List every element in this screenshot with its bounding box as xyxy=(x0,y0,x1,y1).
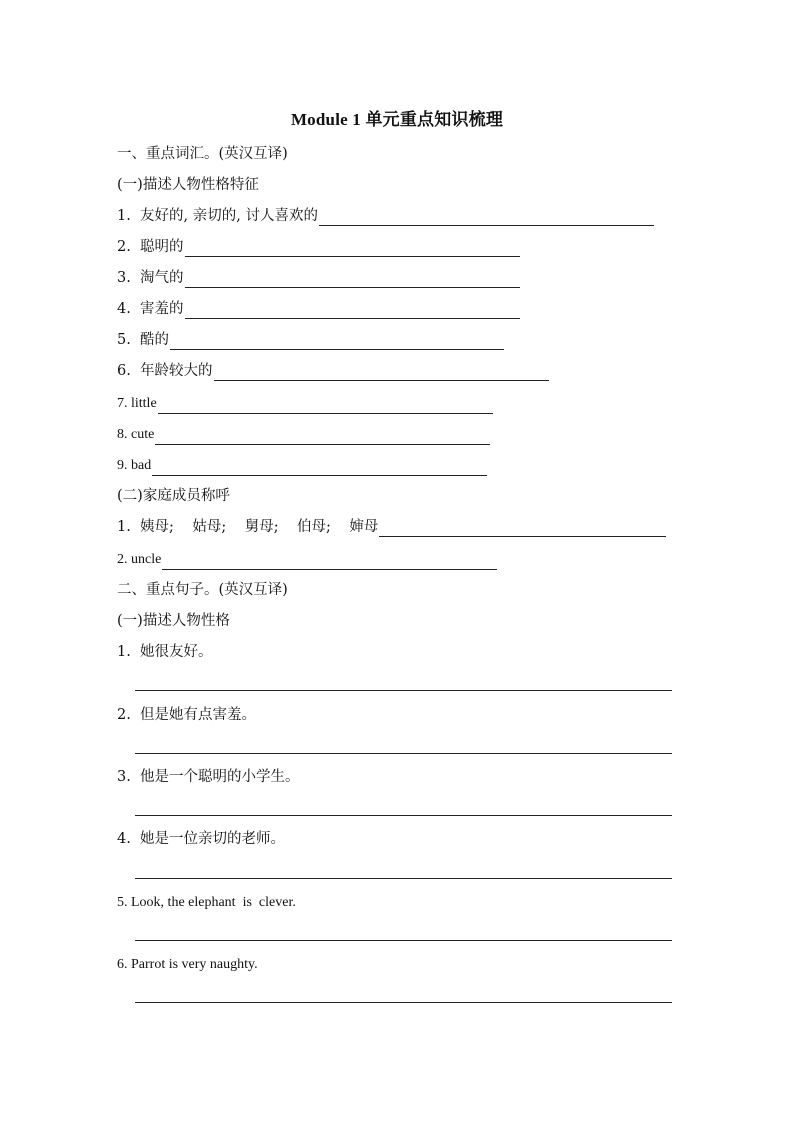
section2-heading: 二、重点句子。(英汉互译) xyxy=(117,582,288,598)
section1-sub2-heading: (二)家庭成员称呼 xyxy=(117,488,230,504)
answer-line[interactable] xyxy=(135,753,672,754)
sentence-item-2: 2. 但是她有点害羞。 xyxy=(117,707,257,723)
answer-blank[interactable] xyxy=(170,334,504,350)
answer-blank[interactable] xyxy=(319,210,654,226)
vocab-item-3: 3. 淘气的 xyxy=(117,268,520,288)
vocab-item-8: 8. cute xyxy=(117,425,490,445)
sentence-item-1: 1. 她很友好。 xyxy=(117,644,213,660)
page-title: Module 1 单元重点知识梳理 xyxy=(290,110,504,129)
answer-blank[interactable] xyxy=(158,398,493,414)
family-item-2: 2. uncle xyxy=(117,550,497,570)
answer-blank[interactable] xyxy=(214,365,549,381)
answer-blank[interactable] xyxy=(155,429,490,445)
sentence-item-3: 3. 他是一个聪明的小学生。 xyxy=(117,769,300,785)
section1-heading: 一、重点词汇。(英汉互译) xyxy=(117,146,288,162)
section2-sub1-heading: (一)描述人物性格 xyxy=(117,613,230,629)
vocab-item-1: 1. 友好的, 亲切的, 讨人喜欢的 xyxy=(117,206,654,226)
answer-blank[interactable] xyxy=(185,303,520,319)
answer-blank[interactable] xyxy=(379,521,666,537)
vocab-item-4: 4. 害羞的 xyxy=(117,299,520,319)
answer-blank[interactable] xyxy=(162,554,497,570)
sentence-item-6: 6. Parrot is very naughty. xyxy=(117,957,258,972)
section1-sub1-heading: (一)描述人物性格特征 xyxy=(117,177,259,193)
answer-line[interactable] xyxy=(135,878,672,879)
answer-line[interactable] xyxy=(135,815,672,816)
vocab-item-5: 5. 酷的 xyxy=(117,330,504,350)
vocab-item-2: 2. 聪明的 xyxy=(117,237,520,257)
vocab-item-9: 9. bad xyxy=(117,456,487,476)
sentence-item-4: 4. 她是一位亲切的老师。 xyxy=(117,831,286,847)
vocab-item-6: 6. 年龄较大的 xyxy=(117,361,549,381)
family-item-1: 1. 姨母; 姑母; 舅母; 伯母; 婶母 xyxy=(117,517,666,537)
vocab-item-7: 7. little xyxy=(117,394,493,414)
answer-line[interactable] xyxy=(135,940,672,941)
answer-blank[interactable] xyxy=(185,241,520,257)
sentence-item-5: 5. Look, the elephant is clever. xyxy=(117,895,296,910)
answer-line[interactable] xyxy=(135,1002,672,1003)
answer-line[interactable] xyxy=(135,690,672,691)
answer-blank[interactable] xyxy=(185,272,520,288)
answer-blank[interactable] xyxy=(152,460,487,476)
